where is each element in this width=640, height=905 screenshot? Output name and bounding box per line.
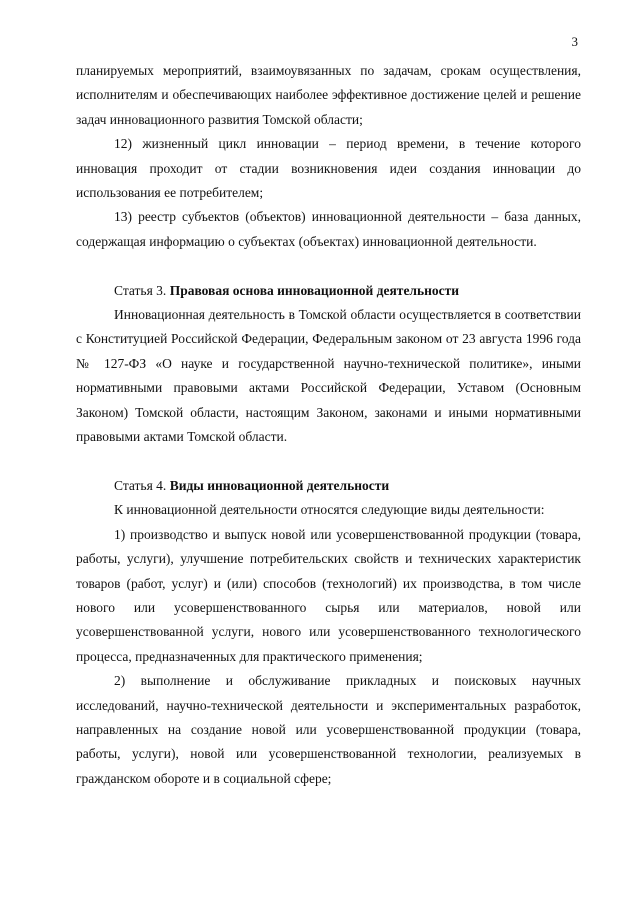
item-13: 13) реестр субъектов (объектов) инновационной деятельности – база данных, содержащая информацию о субъектах (объектах) инновационной деятельности. [76, 209, 581, 249]
document-body [76, 59, 581, 791]
article-4-item-1: 1) производство и выпуск новой или усовершенствованной продукции (товара, работы, услуги), улучшение потребительских свойств и технических характеристик товаров (работ, услуг) и (или) способов (технологий) их производства, в том числе нового или усовершенствованного сырья или материалов, новой или усовершенствованной услуги, нового или усовершенствованного технологического процесса, предназначенных для практического применения; [76, 526, 581, 664]
intro-paragraph: планируемых мероприятий, взаимоувязанных по задачам, срокам осуществления, исполнителям и обеспечивающих наиболее эффективное достижение целей и решение задач инновационного развития Томской области; [76, 63, 581, 127]
article-4-item-2: 2) выполнение и обслуживание прикладных и поисковых научных исследований, научно-технической деятельности и экспериментальных разработок, направленных на создание новой или усовершенствованной продукции (товара, работы, услуги), новой или усовершенствованной технологии, реализуемых в гражданском обороте и в социальной сфере; [76, 673, 581, 786]
item-12: 12) жизненный цикл инновации – период времени, в течение которого инновация проходит от стадии возникновения идеи создания инновации до использования ее потребителем; [76, 136, 581, 201]
article-3-heading [76, 279, 581, 303]
article-4-heading [76, 474, 581, 498]
article-3-prefix: Статья 3. [114, 282, 167, 298]
article-4-prefix: Статья 4. [114, 477, 167, 493]
article-4-lead: К инновационной деятельности относятся следующие виды деятельности: [114, 502, 545, 518]
page-number: 3 [571, 34, 578, 49]
article-4-title: Виды инновационной деятельности [169, 477, 390, 493]
article-3-title: Правовая основа инновационной деятельности [169, 282, 460, 298]
article-3-text: Инновационная деятельность в Томской области осуществляется в соответствии с Конституцией Российской Федерации, Федеральным законом от 23 августа 1996 года № 127-ФЗ «О науке и государственной научно-технической политике», иными нормативными правовыми актами Российской Федерации, Уставом (Основным Законом) Томской области, настоящим Законом, законами и иными нормативными правовыми актами Томской области. [76, 307, 581, 445]
